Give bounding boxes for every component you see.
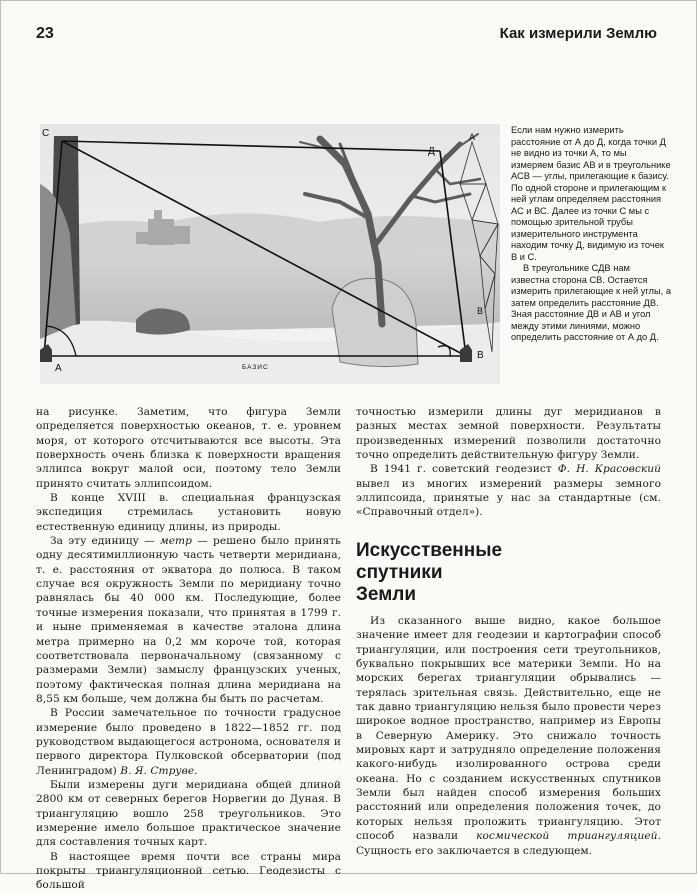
right-column-bottom xyxy=(356,614,661,858)
emphasis-term: космической триангуляцией xyxy=(476,830,658,843)
paragraph: Были измерены дуги меридиана общей длиной 2800 км от северных берегов Норвегии до Дуная. В триангуляцию вошло 258 треугольников. Это измерение имело большое практическое значение для составления точных карт. xyxy=(36,778,341,849)
running-title: Как измерили Землю xyxy=(499,25,657,42)
paragraph: В России замечательное по точности градусное измерение было проведено в 1822—1852 гг. под руководством выдающегося астронома, основателя и первого директора Пулковской обсерватории (под Ленинградом) В. Я. Струве. xyxy=(36,707,341,777)
point-label-a: А xyxy=(55,363,62,374)
caption-paragraph: В треугольнике СДВ нам известна сторона СВ. Остается измерить прилегающие к ней углы, а затем определить расстояние ДВ. Зная расстояние ДВ и АВ и угол между этими линиями, можно определить расстояние от А до Д. xyxy=(511,263,671,342)
paragraph: точностью измерили длины дуг меридианов в разных местах земной поверхности. Результаты произведенных измерений позволили достаточно точно определить действительную фигуру Земли. xyxy=(356,406,661,462)
landscape-painting xyxy=(40,124,500,384)
point-label-d: Д xyxy=(428,146,435,157)
paragraph: В 1941 г. советский геодезист Ф. Н. Красовский вывел из многих измерений размеры земного эллипсоида, принятые у нас за стандартные (см. «Справочный отдел»). xyxy=(356,463,661,519)
point-label-b: В xyxy=(477,350,484,361)
page-number: 23 xyxy=(36,25,54,42)
chain-label-b: В xyxy=(477,306,484,316)
basis-label: БАЗИС xyxy=(242,364,269,371)
left-column xyxy=(36,405,341,893)
paragraph: В настоящее время почти все страны мира покрыты триангуляционной сетью. Геодезисты с большой xyxy=(36,850,341,892)
paragraph: За эту единицу — метр — решено было принять одну десятимиллионную часть четверти меридиана, т. е. расстояния от экватора до полюса. В таком случае вся окружность Земли по меридиану точно равнялась бы 40 000 км. Последующие, более точные измерения показали, что принятая в 1799 г. и ныне применяемая в качестве эталона длина метра примерно на 0,2 мм короче той, которая соответствовала первоначальному (связанному с размерами Земли) замыслу французских ученых, поэтому фактическая полная длина меридиана на 8,55 км больше, чем должна бы быть по расчетам. xyxy=(36,535,341,705)
paragraph: Из сказанного выше видно, какое большое значение имеет для геодезии и картографии способ триангуляции, или построения сети треугольников, буквально покрывших все материки Земли. Но на морских берегах триангуляции обрывались — терялась зрительная связь. Действительно, еще не так давно триангуляцию нельзя было провести через широкое водное пространство, например из Европы в Северную Америку. Это снижало точность мировых карт и затрудняло определение положения какого-нибудь изолированного острова среди океана. Но с созданием искусственных спутников Земли был найден способ измерения больших расстояний или определения положения точек, до которых нельзя проложить триангуляцию. Этот способ назвали космической триангуляцией. Сущность его заключается в следующем. xyxy=(356,615,661,857)
emphasis-term: метр xyxy=(159,535,192,548)
paragraph: В конце XVIII в. специальная французская экспедиция стремилась установить новую естественную единицу длины, из природы. xyxy=(36,492,341,533)
paragraph: на рисунке. Заметим, что фигура Земли определяется поверхностью океанов, т. е. уровнем моря, от которого отсчитываются все высоты. Эта поверхность очень близка к поверхности вращения эллипса вокруг малой оси, поэтому тело Земли принято считать эллипсоидом. xyxy=(36,406,341,490)
chain-label-a: А xyxy=(469,132,476,142)
point-label-c: С xyxy=(42,128,50,139)
section-heading: Искусственные спутники Земли xyxy=(356,540,503,605)
person-name: В. Я. Струве xyxy=(120,764,195,777)
person-name: Ф. Н. Красовский xyxy=(557,463,661,476)
caption-paragraph: Если нам нужно измерить расстояние от А до Д, когда точки Д не видно из точки А, то мы измеряем базис АВ и в треугольнике АСВ — углы, прилегающие к базису. По одной стороне и прилегающим к ней углам определяем расстояния АС и ВС. Далее из точки С мы с помощью зрительной трубы измерительного инструмента находим точку Д, видимую из точек В и С. xyxy=(511,125,671,262)
right-column-top xyxy=(356,405,661,520)
figure-caption xyxy=(511,125,671,344)
triangulation-illustration xyxy=(40,124,500,384)
